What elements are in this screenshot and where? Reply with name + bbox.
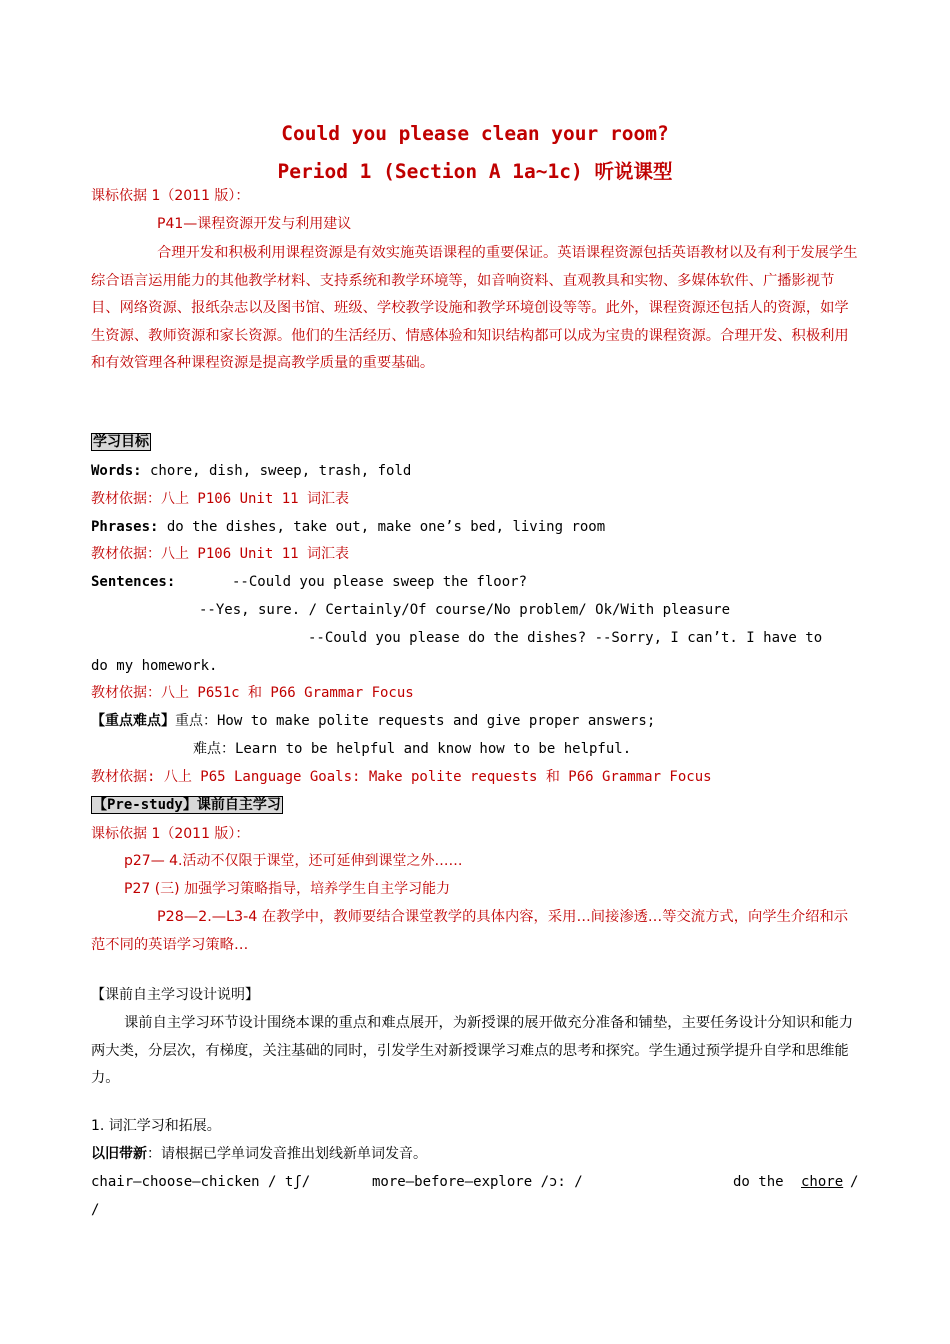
design-text: 课前自主学习环节设计围绕本课的重点和难点展开，为新授课的展开做充分准备和铺垫，主要任务设计分知识和能力两大类，分层次，有梯度，关注基础的同时，引发学生对新授课学习难点的思考和探究。学生通过预学提升自学和思维能力。 — [91, 1015, 854, 1087]
phrases-basis: 教材依据：八上 P106 Unit 11 词汇表 — [91, 546, 350, 562]
prestudy-line-3: P28—2.—L3-4 在教学中，教师要结合课堂教学的具体内容，采用…间接渗透…等交流方式，向学生介绍和示范不同的英语学习策略… — [91, 909, 849, 953]
sentences-label: Sentences: — [91, 574, 176, 590]
sentence-2: --Yes, sure. / Certainly/Of course/No problem/ Ok/With pleasure — [199, 602, 731, 618]
words-line: Words: chore, dish, sweep, trash, fold — [91, 463, 412, 479]
page-subtitle: Period 1 (Section A 1a~1c) 听说课型 — [277, 160, 673, 183]
chore-word: chore — [801, 1174, 844, 1190]
phonics-row-1c: do the — [733, 1174, 784, 1190]
page-title: Could you please clean your room? — [281, 122, 669, 145]
prestudy-line-2: P27 (三) 加强学习策略指导，培养学生自主学习能力 — [124, 881, 451, 897]
task-1-instruction: 以旧带新：请根据已学单词发音推出划线新单词发音。 — [91, 1146, 427, 1162]
words-basis: 教材依据：八上 P106 Unit 11 词汇表 — [91, 491, 350, 507]
key-basis: 教材依据: 八上 P65 Language Goals: Make polite requests 和 P66 Grammar Focus — [91, 769, 712, 785]
task-1-title: 1. 词汇学习和拓展。 — [91, 1118, 221, 1134]
sentences-basis: 教材依据：八上 P651c 和 P66 Grammar Focus — [91, 685, 414, 701]
design-heading: 【课前自主学习设计说明】 — [91, 987, 259, 1003]
basis-text: 合理开发和积极利用课程资源是有效实施英语课程的重要保证。英语课程资源包括英语教材以及有利于发展学生综合语言运用能力的其他教学材料、支持系统和教学环境等，如音响资料、直观教具和实物、多媒体软件、广播影视节目、网络资源、报纸杂志以及图书馆、班级、学校教学设施和教学环境创设等等。此外，课程资源还包括人的资源，如学生资源、教师资源和家长资源。他们的生活经历、情感体验和知识结构都可以成为宝贵的课程资源。合理开发、积极利用和有效管理各种课程资源是提高教学质量的重要基础。 — [91, 245, 858, 372]
phonics-row-1b: more—before—explore /ɔ: / — [372, 1174, 583, 1190]
sentence-1: --Could you please sweep the floor? — [232, 574, 528, 590]
basis-label: 课标依据 1（2011 版）： — [91, 188, 250, 204]
sentence-3-cont: do my homework. — [91, 658, 218, 674]
phonics-row-1a: chair—choose—chicken / tʃ/ — [91, 1174, 311, 1190]
key-points: 【重点难点】重点：How to make polite requests and give proper answers; — [91, 713, 656, 729]
difficult-points: 难点：Learn to be helpful and know how to be helpful. — [193, 741, 632, 757]
sentence-3: --Could you please do the dishes? --Sorry, I can’t. I have to — [308, 630, 823, 646]
prestudy-line-1: p27— 4.活动不仅限于课堂，还可延伸到课堂之外…… — [124, 853, 463, 869]
phonics-row-1e: / — [850, 1174, 859, 1190]
goals-heading: 学习目标 — [93, 434, 149, 450]
phonics-row-2: / — [91, 1202, 100, 1218]
prestudy-heading: 【Pre-study】课前自主学习 — [93, 797, 281, 813]
prestudy-basis: 课标依据 1（2011 版）： — [91, 826, 250, 842]
basis-ref: P41—课程资源开发与利用建议 — [157, 216, 352, 232]
phrases-line: Phrases: do the dishes, take out, make one’s bed, living room — [91, 519, 606, 535]
